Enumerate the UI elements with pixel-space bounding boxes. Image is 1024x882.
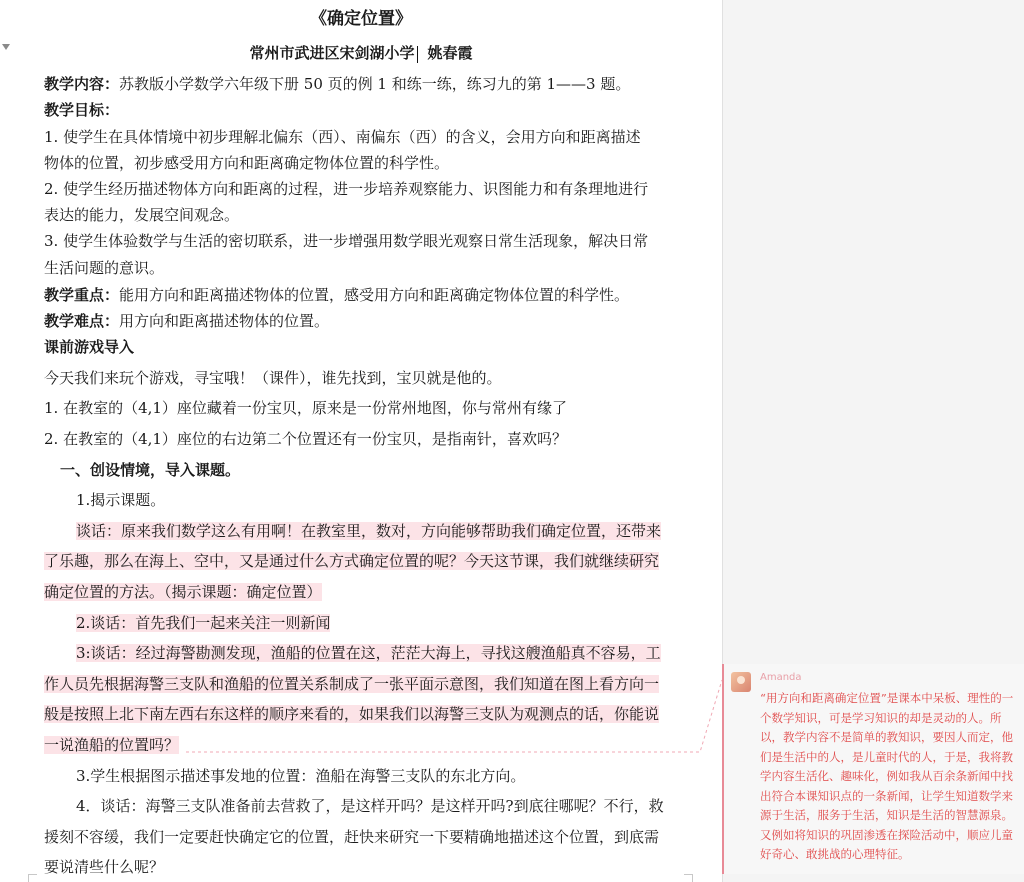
objective-3-line-2: 生活问题的意识。 [44, 259, 165, 277]
page-corner-mark [28, 874, 37, 882]
teaching-content-label: 教学内容： [44, 75, 120, 93]
talk-3-line-1 [76, 642, 661, 664]
game-item-2: 2. 在教室的（4,1）座位的右边第二个位置还有一份宝贝，是指南针，喜欢吗？ [44, 430, 567, 448]
document-title: 《确定位置》 [310, 9, 412, 29]
key-points-label: 教学重点： [44, 286, 120, 304]
user-avatar-icon[interactable] [731, 672, 751, 692]
comment-author: Amanda [760, 672, 802, 683]
highlighted-text[interactable]: 一说渔船的位置吗？ [44, 736, 180, 754]
objective-3-line-1: 3. 使学生体验数学与生活的密切联系，进一步增强用数学眼光观察日常生活现象，解决日常 [44, 232, 649, 250]
objective-2-line-2: 表达的能力，发展空间观念。 [44, 206, 240, 224]
author-school: 常州市武进区宋剑湖小学 [249, 44, 415, 62]
talk-4-line-1: 4．谈话：海警三支队准备前去营救了，是这样开吗？是这样开吗?到底往哪呢？不行，救 [76, 797, 664, 815]
talk-1-line-1 [76, 520, 661, 542]
teaching-content-line [44, 73, 630, 95]
difficulties-line [44, 310, 329, 332]
step-3: 3.学生根据图示描述事发地的位置：渔船在海警三支队的东北方向。 [76, 767, 526, 785]
highlighted-text[interactable]: 谈话：原来我们数学这么有用啊！在教室里，数对，方向能够帮助我们确定位置，还带来 [76, 522, 662, 540]
talk-3-line-4 [44, 734, 179, 756]
highlighted-text[interactable]: 作人员先根据海警三支队和渔船的位置关系制成了一张平面示意图，我们知道在图上看方向一 [44, 675, 660, 693]
talk-1-line-3 [44, 581, 322, 603]
difficulties-label: 教学难点： [44, 312, 120, 330]
talk-3-line-2 [44, 673, 659, 695]
talk-4-line-3: 要说清些什么呢？ [44, 858, 165, 876]
objectives-label: 教学目标： [44, 101, 120, 119]
section-1-heading: 一、创设情境，导入课题。 [60, 461, 241, 479]
game-item-1: 1. 在教室的（4,1）座位藏着一份宝贝，原来是一份常州地图，你与常州有缘了 [44, 399, 567, 417]
talk-2 [76, 612, 330, 634]
highlighted-text[interactable]: 了乐趣，那么在海上、空中，又是通过什么方式确定位置的呢？今天这节课，我们就继续研究 [44, 552, 660, 570]
talk-1-line-2 [44, 550, 659, 572]
talk-3-line-3 [44, 703, 659, 725]
talk-4-line-2: 援刻不容缓，我们一定要赶快确定它的位置，赶快来研究一下要精确地描述这个位置，到底需 [44, 828, 660, 846]
key-points-text: 能用方向和距离描述物体的位置，感受用方向和距离确定物体位置的科学性。 [119, 286, 630, 304]
author-line [0, 42, 722, 64]
key-points-line [44, 284, 629, 306]
highlighted-text[interactable]: 2.谈话：首先我们一起来关注一则新闻 [76, 614, 331, 632]
comment-text[interactable]: “用方向和距离确定位置”是课本中呆板、理性的一个数学知识，可是学习知识的却是灵动的人。所以，教学内容不是简单的教知识，要因人而定，他们是生活中的人，是儿童时代的人，于是，我将教学内容生活化、趣味化，例如我从百余条新闻中找出符合本课知识点的一条新闻，让学生知道数学来源于生活，服务于生活，知识是生活的智慧源泉。又例如将知识的巩固渗透在探险活动中，顺应儿童好奇心、敢挑战的心理特征。 [760, 691, 1014, 861]
game-intro-text: 今天我们来玩个游戏，寻宝哦！（课件），谁先找到，宝贝就是他的。 [44, 369, 502, 387]
page-corner-mark [684, 874, 693, 882]
teaching-content-text: 苏教版小学数学六年级下册 50 页的例 1 和练一练，练习九的第 1——3 题。 [119, 75, 631, 93]
step-1: 1.揭示课题。 [76, 491, 166, 509]
difficulties-text: 用方向和距离描述物体的位置。 [119, 312, 330, 330]
text-cursor [417, 46, 418, 63]
objective-2-line-1: 2. 使学生经历描述物体方向和距离的过程，进一步培养观察能力、识图能力和有条理地进行 [44, 180, 649, 198]
highlighted-text[interactable]: 3:谈话：经过海警勘测发现，渔船的位置在这，茫茫大海上，寻找这艘渔船真不容易，工 [76, 644, 661, 662]
objective-1-line-1: 1. 使学生在具体情境中初步理解北偏东（西）、南偏东（西）的含义，会用方向和距离描述 [44, 128, 641, 146]
objective-1-line-2: 物体的位置，初步感受用方向和距离确定物体位置的科学性。 [44, 154, 450, 172]
author-name: 姚春霞 [427, 44, 473, 62]
highlighted-text[interactable]: 确定位置的方法。（揭示课题：确定位置） [44, 583, 322, 601]
highlighted-text[interactable]: 般是按照上北下南左西右东这样的顺序来看的，如果我们以海警三支队为观测点的话，你能说 [44, 705, 660, 723]
game-intro-heading: 课前游戏导入 [44, 338, 135, 356]
